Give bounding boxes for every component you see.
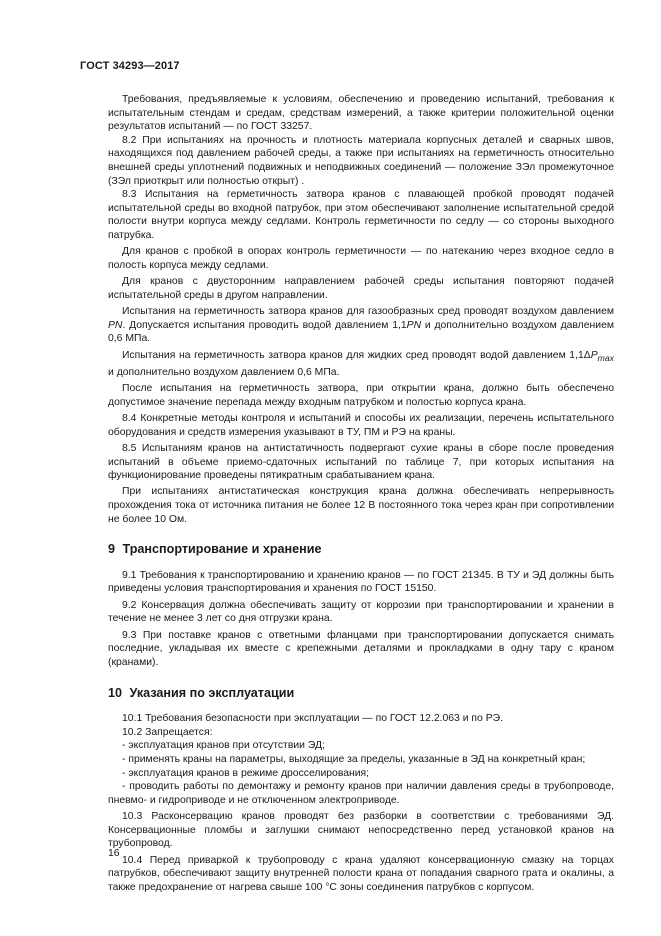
list-item: - проводить работы по демонтажу и ремонту кранов при наличии давления среды в трубопроводе, пневмо- и гидроприводе и не отключенном электроприводе. [108,781,614,806]
paragraph: 8.5 Испытаниям кранов на антистатичность подвергают сухие краны в сборе после проведения испытаний в объеме приемо-сдаточных испытаний по таблице 7, при которых испытания на функционирование проведены пятикратным срабатыванием крана. [108,442,614,482]
paragraph: 8.2 При испытаниях на прочность и плотность материала корпусных деталей и сварных швов, находящихся под давлением рабочей среды, а также при испытаниях на герметичность относительно внешней среды уплотнений подвижных и неподвижных соединений — положение ЗЭл промежуточное (ЗЭл приоткрыт или полностью открыт) . [108,134,614,187]
paragraph: Для кранов с двусторонним направлением рабочей среды испытания повторяют подачей испытательной среды в другом направлении. [108,276,614,301]
paragraph-liquid-test: Испытания на герметичность затвора кранов для жидких сред проводят водой давлением $1,1\Delta P_{max}$ и дополнительно воздухом давлением 0,6 МПа. [108,349,614,378]
page-body [108,93,614,897]
paragraph: 10.1 Требования безопасности при эксплуатации — по ГОСТ 12.2.063 и по РЭ. [122,713,503,725]
paragraph: 8.4 Конкретные методы контроля и испытаний и способы их реализации, перечень испытательного оборудования и средств измерения указывают в ТУ, ПМ и РЭ на краны. [108,412,614,438]
paragraph-gas-test: Испытания на герметичность затвора кранов для газообразных сред проводят воздухом давлением PN. Допускается испытания проводить водой давлением 1,1PN и дополнительно воздухом давлением 0,6 МПа. [108,306,614,345]
paragraph: 10.4 Перед приваркой к трубопроводу с крана удаляют консервационную смазку на торцах патрубков, обеспечивают защиту внутренней полости крана от попадания сварного грата и окалины, а также предохранение от нагрева свыше 100 °С зоны соединения патрубков с корпусом. [108,854,614,893]
paragraph: После испытания на герметичность затвора, при открытии крана, должно быть обеспечено допустимое значение перепада между входным патрубком и полостью корпуса крана. [108,382,614,408]
list-item: - эксплуатация кранов в режиме дросселирования; [122,767,370,779]
list-item: - применять краны на параметры, выходящие за пределы, указанные в ЭД на конкретный кран; [122,753,586,765]
paragraph: Требования, предъявляемые к условиям, обеспечению и проведению испытаний, требования к испытательным стендам и средам, средствам измерений, а также критерии положительной оценки результатов испытаний — по ГОСТ 33257. [108,94,614,133]
section-10-heading: 10 Указания по эксплуатации [108,685,295,700]
section-9-heading: 9 Транспортирование и хранение [108,542,322,557]
document-header: ГОСТ 34293—2017 [80,60,180,72]
paragraph: 8.3 Испытания на герметичность затвора кранов с плавающей пробкой проводят подачей испытательной среды во входной патрубок, при этом обеспечивают заполнение испытательной средой полости внутри корпуса между седлами. Контроль герметичности по седлу — со стороны выходного патрубка. [108,189,614,241]
paragraph: 10.3 Расконсервацию кранов проводят без разборки в соответствии с требованиями ЭД. Консервационные пломбы и заглушки снимают непосредственно перед установкой кранов на трубопровод. [108,811,614,850]
paragraph: 9.3 При поставке кранов с ответными фланцами при транспортировании допускается снимать последние, укладывая их вместе с крепежными деталями и прокладками в одну тару с краном (кранами). [108,629,614,669]
page-number: 16 [108,848,120,859]
list-item: - эксплуатация кранов при отсутствии ЭД; [122,740,325,752]
paragraph: 10.2 Запрещается: [122,726,213,738]
paragraph: Для кранов с пробкой в опорах контроль герметичности — по натеканию через входное седло в полость корпуса между седлами. [108,246,614,271]
paragraph: 9.1 Требования к транспортированию и хранению кранов — по ГОСТ 21345. В ТУ и ЭД должны быть приведены условия транспортирования и хранения по ГОСТ 15150. [108,569,614,595]
paragraph: При испытаниях антистатическая конструкция крана должна обеспечивать непрерывность прохождения тока от источника питания не более 12 В постоянного тока через кран при сопротивлении не более 10 Ом. [108,486,614,525]
paragraph: 9.2 Консервация должна обеспечивать защиту от коррозии при транспортировании и хранении в течение не менее 3 лет со дня отгрузки крана. [108,599,614,625]
